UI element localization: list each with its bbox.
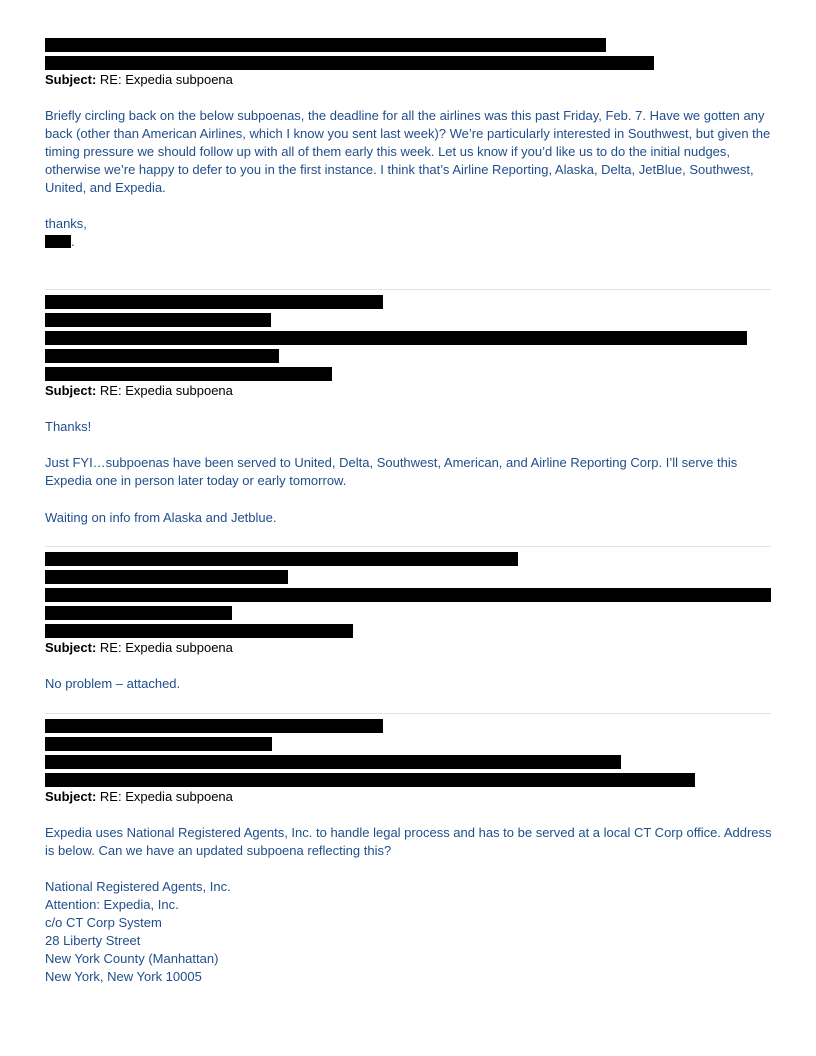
redacted-header-line bbox=[45, 588, 771, 602]
subject-value: RE: Expedia subpoena bbox=[96, 72, 233, 87]
email2-fyi: Just FYI…subpoenas have been served to United, Delta, Southwest, American, and Airline Reporting Corp. I’ll serve this Expedia one in person later today or early tomorrow. bbox=[45, 455, 738, 488]
redacted-header-line bbox=[45, 624, 353, 638]
subject-value: RE: Expedia subpoena bbox=[96, 640, 233, 655]
email4-subject bbox=[45, 788, 233, 806]
divider bbox=[45, 289, 771, 290]
subject-label: Subject: bbox=[45, 72, 97, 87]
redacted-header-line bbox=[45, 349, 279, 363]
subject-label: Subject: bbox=[45, 789, 97, 804]
redacted-header-line bbox=[45, 737, 272, 751]
redacted-signature bbox=[45, 235, 71, 248]
redacted-header-line bbox=[45, 56, 654, 70]
redacted-header-line bbox=[45, 570, 288, 584]
email1-body bbox=[45, 107, 773, 197]
redacted-header-line bbox=[45, 295, 383, 309]
redacted-header-line bbox=[45, 606, 232, 620]
redacted-header-line bbox=[45, 313, 271, 327]
subject-value: RE: Expedia subpoena bbox=[96, 789, 233, 804]
email2-subject bbox=[45, 382, 233, 400]
email2-line2 bbox=[45, 454, 773, 490]
email2-line1 bbox=[45, 418, 773, 436]
redacted-header-line bbox=[45, 367, 332, 381]
redacted-header-line bbox=[45, 552, 518, 566]
divider bbox=[45, 546, 771, 547]
email1-closing bbox=[45, 215, 773, 251]
address-line: New York, New York 10005 bbox=[45, 969, 202, 984]
closing-text: thanks, bbox=[45, 216, 87, 231]
address-line: c/o CT Corp System bbox=[45, 915, 162, 930]
email3-body-text: No problem – attached. bbox=[45, 676, 181, 691]
address-line: National Registered Agents, Inc. bbox=[45, 879, 231, 894]
email4-body-text: Expedia uses National Registered Agents, Inc. to handle legal process and has to be served at a local CT Corp office. Address is below. Can we have an updated subpoena reflecting this? bbox=[45, 825, 772, 858]
subject-label: Subject: bbox=[45, 640, 97, 655]
redacted-header-line bbox=[45, 719, 383, 733]
email1-subject bbox=[45, 71, 233, 89]
redacted-header-line bbox=[45, 755, 621, 769]
address-line: 28 Liberty Street bbox=[45, 933, 141, 948]
signoff-suffix: . bbox=[71, 234, 75, 249]
redacted-header-line bbox=[45, 331, 747, 345]
email2-thanks: Thanks! bbox=[45, 419, 92, 434]
redacted-header-line bbox=[45, 773, 695, 787]
email4-body bbox=[45, 824, 773, 860]
email1-body-text: Briefly circling back on the below subpoenas, the deadline for all the airlines was this past Friday, Feb. 7. Have we gotten any back (other than American Airlines, which I know you sent last week)? We’re particularly interested in Southwest, but given the timing pressure we should follow up with all of them early this week. Let us know if you’d like us to do the initial nudges, otherwise we’re happy to defer to you in the first instance. I think that’s Airline Reporting, Alaska, Delta, JetBlue, Southwest, United, and Expedia. bbox=[45, 108, 771, 195]
email2-waiting: Waiting on info from Alaska and Jetblue. bbox=[45, 510, 277, 525]
email2-line3 bbox=[45, 509, 773, 527]
redacted-header-line bbox=[45, 38, 606, 52]
address-line: Attention: Expedia, Inc. bbox=[45, 897, 179, 912]
subject-label: Subject: bbox=[45, 383, 97, 398]
email3-body bbox=[45, 675, 773, 693]
address-line: New York County (Manhattan) bbox=[45, 951, 219, 966]
email3-subject bbox=[45, 639, 233, 657]
email4-address bbox=[45, 878, 773, 986]
subject-value: RE: Expedia subpoena bbox=[96, 383, 233, 398]
divider bbox=[45, 713, 771, 714]
